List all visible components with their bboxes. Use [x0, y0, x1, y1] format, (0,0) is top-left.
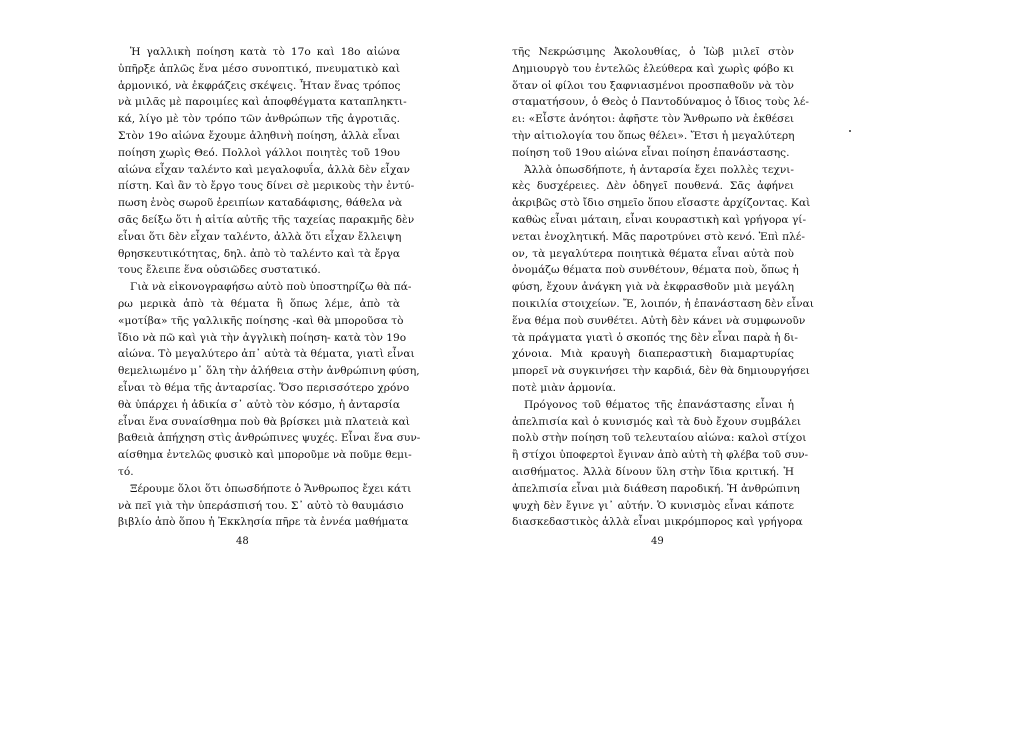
text-line: εἶναι ὅτι δὲν εἶχαν ταλέντο, ἀλλὰ ὅτι εἶχαν ἔλλειψη: [118, 230, 402, 243]
text-line: νὰ μιλᾶς μὲ παροιμίες καὶ ἀποφθέγματα καταπληκτι-: [118, 96, 407, 109]
text-line: ἀκριβῶς στὸ ἴδιο σημεῖο ὅπου εἴσαστε ἀρχίζοντας. Καὶ: [512, 197, 811, 210]
text-line: ον, τὰ μεγαλύτερα ποιητικὰ θέματα εἶναι αὐτὰ ποὺ: [512, 247, 794, 260]
text-line: σταματήσουν, ὁ Θεὸς ὁ Παντοδύναμος ὁ ἴδιος τοὺς λέ-: [512, 96, 809, 109]
text-line: θὰ ὑπάρχει ἡ ἀδικία σ᾽ αὐτὸ τὸν κόσμο, ἡ ἀνταρσία: [118, 398, 400, 411]
text-line: κὲς δυσχέρειες. Δὲν ὁδηγεῖ πουθενά. Σᾶς ἀφήνει: [512, 180, 794, 193]
text-line: τὰ πράγματα γιατὶ ὁ σκοπός της δὲν εἶναι παρὰ ἡ δι-: [512, 331, 798, 344]
text-line: ὀνομάζω θέματα ποὺ συνθέτουν, θέματα ποὺ, ὅπως ἡ: [512, 264, 799, 277]
text-line: φύση, ἔχουν ἀνάγκη γιὰ νὰ ἐκφρασθοῦν μιὰ μεγάλη: [512, 281, 794, 294]
text-line: Δημιουργὸ του ἐντελῶς ἐλεύθερα καὶ χωρὶς φόβο κι: [512, 62, 794, 75]
right-page-text: [512, 44, 814, 531]
text-line: ἀπελπισία εἶναι μιὰ διάθεση παροδική. Ἡ ἀνθρώπινη: [512, 482, 800, 495]
text-line: Πρόγονος τοῦ θέματος τῆς ἐπανάστασης εἶναι ἡ: [524, 398, 794, 411]
text-line: Ξέρουμε ὅλοι ὅτι ὁπωσδήποτε ὁ Ἄνθρωπος ἔχει κάτι: [130, 482, 412, 495]
text-line: τους ἔλειπε ἕνα οὐσιῶδες συστατικό.: [118, 264, 321, 277]
text-line: καθὼς εἶναι μάταιη, εἶναι κουραστικὴ καὶ γρήγορα γί-: [512, 213, 807, 226]
text-line: ει: «Εἶστε ἀνόητοι: ἀφῆστε τὸν Ἄνθρωπο νὰ ἐκθέσει: [512, 113, 794, 126]
text-line: ὅταν οἱ φίλοι του ξαφνιασμένοι προσπαθοῦν νὰ τὸν: [512, 79, 794, 92]
text-line: θρησκευτικότητας, δηλ. ἀπὸ τὸ ταλέντο καὶ τὰ ἔργα: [118, 247, 400, 260]
text-line: χόνοια. Μιὰ κραυγὴ διαπεραστικὴ διαμαρτυρίας: [512, 348, 794, 361]
text-line: ποίηση τοῦ 19ου αἰώνα εἶναι ποίηση ἐπανάστασης.: [512, 146, 790, 159]
text-line: ὑπῆρξε ἁπλῶς ἕνα μέσο συνοπτικό, πνευματικὸ καὶ: [118, 62, 400, 75]
text-line: θεμελιωμένο μ᾽ ὅλη τὴν ἀλήθεια στὴν ἀνθρώπινη φύση,: [118, 365, 420, 378]
text-line: ἁρμονικό, νὰ ἐκφράζεις σκέψεις. Ἦταν ἕνας τρόπος: [118, 79, 401, 92]
text-line: μπορεῖ νὰ συγκινήσει τὴν καρδιά, δὲν θὰ δημιουργήσει: [512, 365, 810, 378]
text-line: νὰ πεῖ γιὰ τὴν ὑπεράσπισή του. Σ᾽ αὐτὸ τὸ θαυμάσιο: [118, 499, 404, 512]
left-page-text: [118, 44, 421, 531]
text-line: τῆς Νεκρώσιμης Ἀκολουθίας, ὁ Ἰὼβ μιλεῖ στὸν: [512, 46, 794, 58]
text-line: αισθήματος. Ἀλλὰ δίνουν ὕλη στὴν ἴδια κριτική. Ἡ: [512, 465, 794, 478]
right-page-number: 49: [651, 536, 664, 547]
text-line: ψυχὴ δὲν ἔγινε γι᾽ αὐτήν. Ὁ κυνισμὸς εἶναι κάποτε: [512, 499, 794, 512]
text-line: τὴν αἰτιολογία του ὅπως θέλει». Ἔτσι ἡ μεγαλύτερη: [512, 129, 795, 142]
text-line: αἰώνα εἶχαν ταλέντο καὶ μεγαλοφυΐα, ἀλλὰ δὲν εἶχαν: [118, 163, 410, 176]
text-line: ποίηση χωρὶς Θεό. Πολλοὶ γάλλοι ποιητὲς τοῦ 19ου: [118, 146, 400, 159]
text-line: κά, λίγο μὲ τὸν τρόπο τῶν ἀνθρώπων τῆς ἀγροτιᾶς.: [118, 113, 400, 126]
text-line: ἕνα θέμα ποὺ συνθέτει. Αὐτὴ δὲν κάνει νὰ συμφωνοῦν: [512, 314, 806, 327]
text-line: εἶναι ἕνα συναίσθημα ποὺ θὰ βρίσκει μιὰ πλατειὰ καὶ: [118, 415, 410, 428]
text-line: «μοτίβα» τῆς γαλλικῆς ποίησης -καὶ θὰ μποροῦσα τὸ: [118, 314, 404, 327]
text-line: βιβλίο ἀπὸ ὅπου ἡ Ἐκκλησία πῆρε τὰ ἐννέα μαθήματα: [118, 516, 409, 529]
left-page-number: 48: [236, 536, 249, 547]
text-line: πωση ἑνὸς σωροῦ ἐρειπίων καταδάφισης, θάθελα νὰ: [118, 197, 403, 210]
text-line: νεται ἐνοχλητική. Μᾶς παροτρύνει στὸ κενό. Ἐπὶ πλέ-: [512, 230, 805, 243]
text-line: σᾶς δείξω ὅτι ἡ αἰτία αὐτῆς τῆς ταχείας παρακμῆς δὲν: [118, 213, 415, 226]
text-line: αίσθημα ἐντελῶς φυσικὸ καὶ μποροῦμε νὰ ποῦμε θεμι-: [118, 449, 412, 462]
text-line: διασκεδαστικὸς ἀλλὰ εἶναι μικρόμπορος καὶ γρήγορα: [512, 516, 803, 529]
text-line: πολὺ στὴν ποίηση τοῦ τελευταίου αἰώνα: καλοὶ στίχοι: [512, 432, 807, 445]
text-line: αἰώνα. Τὸ μεγαλύτερο ἀπ᾽ αὐτὰ τὰ θέματα, γιατὶ εἶναι: [118, 348, 415, 361]
text-line: Ἡ γαλλικὴ ποίηση κατὰ τὸ 17ο καὶ 18ο αἰώνα: [130, 46, 400, 58]
text-line: τό.: [118, 465, 134, 478]
text-line: πίστη. Καὶ ἂν τὸ ἔργο τους δίνει σὲ μερικοὺς τὴν ἐντύ-: [118, 180, 415, 193]
text-line: Γιὰ νὰ εἰκονογραφήσω αὐτὸ ποὺ ὑποστηρίζω θὰ πά-: [130, 281, 412, 294]
right-page: [512, 0, 1024, 729]
text-line: Στὸν 19ο αἰώνα ἔχουμε ἀληθινὴ ποίηση, ἀλλὰ εἶναι: [118, 129, 400, 142]
text-line: εἶναι τὸ θέμα τῆς ἀνταρσίας. Ὅσο περισσότερο χρόνο: [118, 381, 410, 394]
text-line: ἴδιο νὰ πῶ καὶ γιὰ τὴν ἀγγλικὴ ποίηση- κατὰ τὸν 19ο: [118, 331, 407, 344]
text-line: ἢ στίχοι ὑποφερτοὶ ἔγιναν ἀπὸ αὐτὴ τὴ φλέβα τοῦ συν-: [512, 449, 809, 462]
text-line: ποτὲ μιὰν ἁρμονία.: [512, 381, 617, 394]
text-line: βαθειὰ ἀπήχηση στὶς ἀνθρώπινες ψυχές. Εἶναι ἕνα συν-: [118, 432, 421, 445]
print-speck: [849, 130, 851, 132]
text-line: ποικιλία στοιχείων. Ἔ, λοιπόν, ἡ ἐπανάσταση δὲν εἶναι: [512, 297, 814, 310]
text-line: ρω μερικὰ ἀπὸ τὰ θέματα ἢ ὅπως λέμε, ἀπὸ τὰ: [118, 297, 400, 310]
text-line: Ἀλλὰ ὁπωσδήποτε, ἡ ἀνταρσία ἔχει πολλὲς τεχνι-: [524, 163, 794, 176]
text-line: ἀπελπισία καὶ ὁ κυνισμός καὶ τὰ δυὸ ἔχουν συμβάλει: [512, 415, 801, 428]
